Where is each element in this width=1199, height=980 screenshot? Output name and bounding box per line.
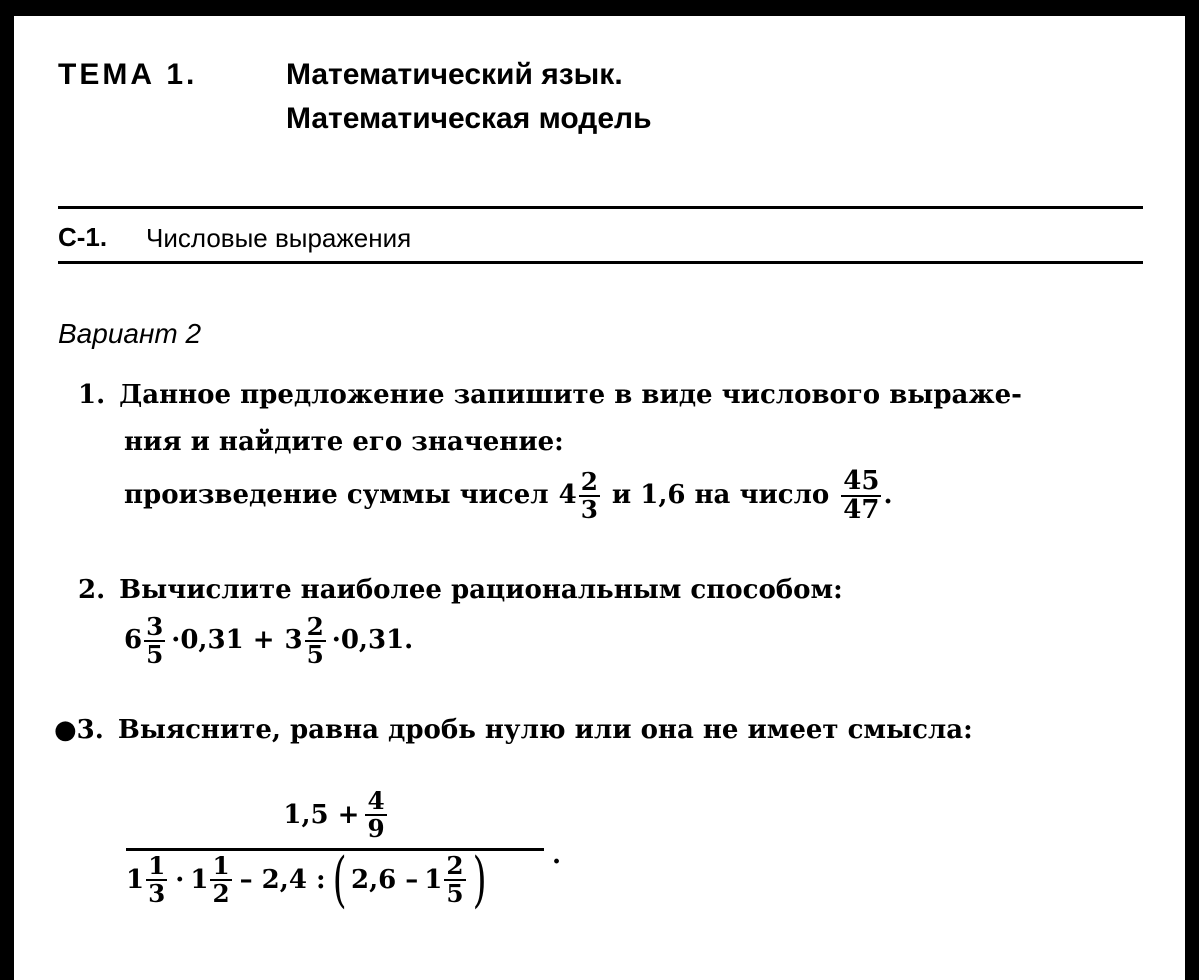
task-1-fraction [841,468,881,525]
task-2-a-fraction [144,614,165,668]
minus-division-part: – 2,4 : [239,865,326,895]
task-2-b-fraction [305,614,326,668]
fraction-numerator: 45 [843,466,880,496]
fraction-denominator: 5 [146,639,164,669]
page [14,16,1185,980]
d1-fraction [146,853,167,907]
task-1-line1 [78,381,1022,411]
section-title: Числовые выражения [146,223,412,253]
d2-whole: 1 [190,865,209,895]
complex-fraction-numerator [126,788,546,842]
fraction-numerator: 4 [367,786,385,815]
fraction-numerator: 3 [146,612,164,641]
fraction-denominator: 5 [446,879,464,908]
fraction-denominator: 5 [306,639,324,669]
task-2-expression [124,614,413,668]
fraction-numerator: 2 [306,612,324,641]
fraction-numerator: 1 [148,851,166,881]
task-1-expr-suffix: . [883,480,893,511]
numerator-text: 1,5 + [283,799,360,830]
complex-fraction-denominator [126,845,491,915]
d3-whole: 1 [424,865,443,895]
task-3-number: ●3. [54,715,104,745]
expression-end-dot: . [552,840,562,870]
task-1-line2 [124,428,564,458]
task-3-text: Выясните, равна дробь нулю или она не имеет смысла: [117,715,973,745]
multiply-dot: · [175,865,185,895]
topic-title-line2: Математическая модель [286,102,652,135]
task-1-expr-middle: и 1,6 на число [611,480,830,511]
paren-close: ) [472,845,487,915]
task-1-expr-prefix: произведение суммы чисел [124,480,549,511]
fraction-denominator: 9 [367,813,385,843]
task-2-b-whole: 3 [284,624,303,655]
task-2-number: 2. [78,575,106,605]
task-1-mixed-fraction [579,469,600,523]
inner-text: 2,6 – [350,865,419,895]
numerator-fraction [365,788,386,842]
section-rule-bottom [58,261,1143,264]
task-2-b-factor: ·0,31. [331,624,414,655]
d2-fraction [210,853,231,907]
topic-label: ТЕМА 1. [58,58,198,91]
task-2-text: Вычислите наиболее рациональным способом: [119,575,843,605]
task-3-line1 [54,716,973,746]
fraction-denominator: 2 [212,879,230,908]
fraction-numerator: 2 [580,467,598,497]
variant-heading: Вариант 2 [58,318,202,349]
task-1-expression [124,468,893,525]
d1-whole: 1 [126,865,145,895]
task-2-a-factor: ·0,31 + [171,624,275,655]
task-1-mixed-whole: 4 [558,480,577,511]
task-2-line1 [78,576,843,606]
section-number: С-1. [58,222,108,252]
topic-title-line1: Математический язык. [286,58,623,91]
task-2-a-whole: 6 [124,624,143,655]
task-1-text-line1: Данное предложение запишите в виде числового выраже- [119,380,1022,410]
fraction-denominator: 47 [843,495,880,526]
fraction-denominator: 3 [148,879,166,908]
d3-fraction [444,853,465,907]
fraction-numerator: 2 [446,851,464,881]
section-rule-top [58,206,1143,209]
task-1-number: 1. [78,380,106,410]
paren-open: ( [332,845,347,915]
fraction-denominator: 3 [580,495,598,525]
fraction-numerator: 1 [212,851,230,881]
task-1-text-line2: ния и найдите его значение: [124,427,564,457]
